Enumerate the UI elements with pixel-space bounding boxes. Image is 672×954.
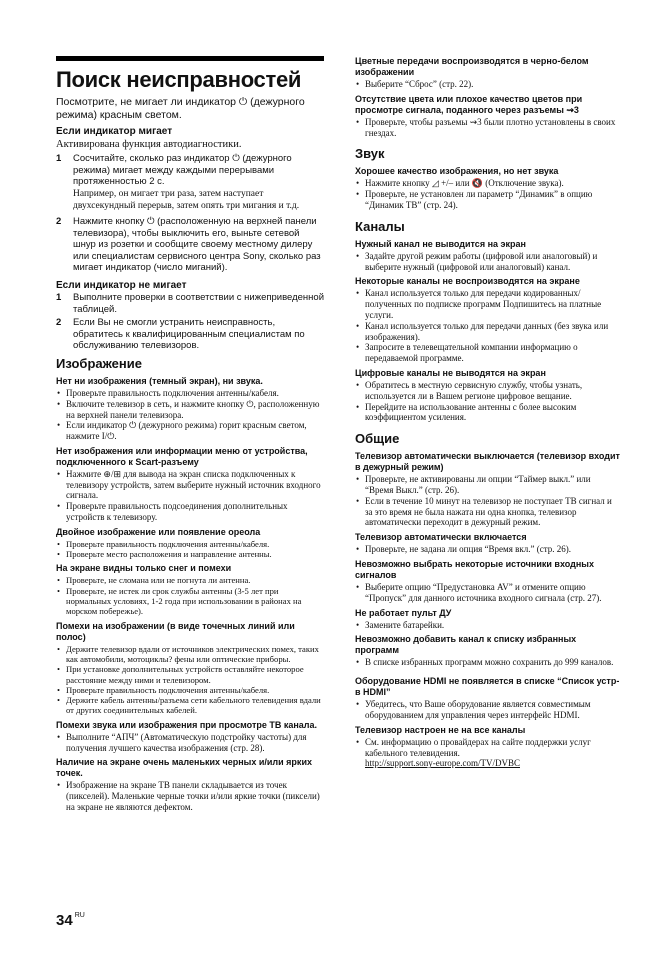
left-column bbox=[56, 56, 324, 815]
intro-text: Посмотрите, не мигает ли индикатор ⏻ (дежурного режима) красным светом. bbox=[56, 96, 305, 121]
section-general: Общие bbox=[355, 431, 400, 447]
issue-some-channels: Некоторые каналы не воспроизводятся на экране • Канал используется только для передачи кодированных/полученных по подписке программ Подпишитесь на платные услуги. • Канал используется только для передачи данных (без звука или изображения). • Запросите в телевещательной компании информацию о передаваемой программе. bbox=[355, 276, 621, 364]
issue-not-all-channels: Телевизор настроен не на все каналы • См. информацию о провайдерах на сайте поддержки услуг кабельного телевидения. http://support.sony-europe.com/TV/DVBC bbox=[355, 725, 621, 769]
list-item: • Проверьте правильность подключения антенны/кабеля. bbox=[56, 685, 324, 695]
list-item: • Обратитесь в местную сервисную службу, чтобы узнать, используется ли в Вашем регионе цифровое вещание. bbox=[355, 380, 621, 402]
issue-snow: На экране видны только снег и помехи • Проверьте, не сломана или не погнута ли антенна. • Проверьте, не истек ли срок службы антенны (3-5 лет при нормальных условиях, 1-2 года при использовании в районах на морском побережье). bbox=[56, 563, 324, 616]
issue-no-sound: Хорошее качество изображения, но нет звука • Нажмите кнопку ◿ +/– или 🔇 (Отключение звука). • Проверьте, не установлен ли параметр “Динамик” в опцию “Динамик ТВ” (стр. 24). bbox=[355, 166, 621, 210]
blink-heading: Если индикатор мигает bbox=[56, 126, 173, 137]
list-item: • При установке дополнительных устройств оставляйте некоторое расстояние между ними и телевизором. bbox=[56, 664, 324, 685]
list-item: • Перейдите на использование антенны с более высоким коэффициентом усиления. bbox=[355, 402, 621, 424]
list-item: • Канал используется только для передачи кодированных/полученных по подписке программ Подпишитесь на платные услуги. bbox=[355, 288, 621, 320]
issue-no-picture: Нет ни изображения (темный экран), ни звука. • Проверьте правильность подключения антенны/кабеля. • Включите телевизор в сеть, и нажмите кнопку ⏻, расположенную на верхней панели телевизора. • Если индикатор ⏻ (дежурного режима) горит красным светом, нажмите I/⏻. bbox=[56, 376, 324, 442]
section-image: Изображение bbox=[56, 355, 142, 371]
list-item: • Выберите опцию “Предустановка AV” и отмените опцию “Пропуск” для данного источника входного сигнала (стр. 27). bbox=[355, 582, 621, 604]
list-item: • Проверьте правильность подключения антенны/кабеля. bbox=[56, 539, 324, 549]
list-item: • Нажмите ⊕/⊞ для вывода на экран списка подключенных к телевизору устройств, затем выберите нужный источник входного сигнала. bbox=[56, 469, 324, 501]
section-channels: Каналы bbox=[355, 218, 405, 234]
issue-channel-missing: Нужный канал не выводится на экран • Задайте другой режим работы (цифровой или аналоговый) и выберите нужный (цифровой или аналоговый) канал. bbox=[355, 239, 621, 273]
blink-step-1: 1 Сосчитайте, сколько раз индикатор ⏻ (дежурного режима) мигает между каждыми перерывами протяженностью 2 с. Например, он мигает три раза, затем наступает двухсекундный перерыв, затем опять три мигания и т.д. bbox=[56, 153, 300, 212]
list-item: • Изображение на экране ТВ панели складывается из точек (пикселей). Маленькие черные точки и/или яркие точки (пиксели) на экране не являются дефектом. bbox=[56, 780, 324, 812]
issue-ghosting: Двойное изображение или появление ореола • Проверьте правильность подключения антенны/кабеля. • Проверьте место расположения и направление антенны. bbox=[56, 527, 324, 560]
right-column bbox=[355, 56, 621, 771]
list-item: • Нажмите кнопку ◿ +/– или 🔇 (Отключение звука). bbox=[355, 178, 621, 189]
issue-hdmi: Оборудование HDMI не появляется в списке “Список устр-в HDMI” • Убедитесь, что Ваше оборудование является совместимым оборудованием для управления через интерфейс HDMI. bbox=[355, 676, 621, 721]
title-rule bbox=[56, 56, 324, 61]
list-item: • Проверьте место расположения и направление антенны. bbox=[56, 549, 324, 559]
list-item: • Держите кабель антенны/разъема сети кабельного телевидения вдали от других соединительных кабелей. bbox=[56, 695, 324, 716]
issue-scart: Нет изображения или информации меню от устройства, подключенного к Scart-разъему • Нажмите ⊕/⊞ для вывода на экран списка подключенных к телевизору устройств, затем выберите нужный источник входного сигнала. • Проверьте правильность подсоединения дополнительных устройств к телевизору. bbox=[56, 446, 324, 523]
list-item: • Замените батарейки. bbox=[355, 620, 621, 631]
issue-auto-on: Телевизор автоматически включается • Проверьте, не задана ли опция “Время вкл.” (стр. 26). bbox=[355, 532, 621, 555]
page-title: Поиск неисправностей bbox=[56, 67, 302, 92]
list-item: • Проверьте, не сломана или не погнута ли антенна. bbox=[56, 575, 324, 585]
list-item: • Проверьте, не истек ли срок службы антенны (3-5 лет при нормальных условиях, 1-2 года при использовании в районах на морском побережье). bbox=[56, 586, 324, 617]
blink-step-1-note: Например, он мигает три раза, затем наступает двухсекундный перерыв, затем опять три мигания и т.д. bbox=[73, 188, 300, 212]
noblink-step-1: 1 Выполните проверки в соответствии с нижеприведенной таблицей. bbox=[56, 291, 325, 315]
list-item: • Проверьте, не активированы ли опции “Таймер выкл.” или “Время Выкл.” (стр. 26). bbox=[355, 474, 621, 496]
issue-input-select: Невозможно выбрать некоторые источники входных сигналов • Выберите опцию “Предустановка AV” и отмените опцию “Пропуск” для данного источника входного сигнала (стр. 27). bbox=[355, 559, 621, 604]
issue-digital-channels: Цифровые каналы не выводятся на экран • Обратитесь в местную сервисную службу, чтобы узнать, используется ли в Вашем регионе цифровое вещание. • Перейдите на использование антенны с более высоким коэффициентом усиления. bbox=[355, 368, 621, 423]
issue-dots: Наличие на экране очень маленьких черных и/или ярких точек. • Изображение на экране ТВ панели складывается из точек (пикселей). Маленькие черные точки и/или яркие точки (пиксели) на экране не являются дефектом. bbox=[56, 757, 324, 812]
noblink-step-2: 2 Если Вы не смогли устранить неисправность, обратитесь к квалифицированным специалистам по обслуживанию телевизоров. bbox=[56, 317, 305, 352]
list-item: • См. информацию о провайдерах на сайте поддержки услуг кабельного телевидения. http://support.sony-europe.com/TV/DVBC bbox=[355, 737, 621, 769]
list-item: • Если индикатор ⏻ (дежурного режима) горит красным светом, нажмите I/⏻. bbox=[56, 420, 324, 442]
blink-step-2: 2 Нажмите кнопку ⏻ (расположенную на верхней панели телевизора), чтобы выключить его, выньте сетевой шнур из розетки и сообщите своему местному дилеру или специалистам сервисного центра Sony, сколько раз мигает индикатор (число миганий). bbox=[56, 216, 324, 274]
list-item: • Запросите в телевещательной компании информацию о передаваемой программе. bbox=[355, 342, 621, 364]
list-item: • В списке избранных программ можно сохранить до 999 каналов. bbox=[355, 657, 621, 668]
issue-remote: Не работает пульт ДУ • Замените батарейки. bbox=[355, 608, 621, 631]
list-item: • Проверьте правильность подсоединения дополнительных устройств к телевизору. bbox=[56, 501, 324, 523]
list-item: • Убедитесь, что Ваше оборудование является совместимым оборудованием для управления через интерфейс HDMI. bbox=[355, 699, 621, 721]
list-item: • Проверьте, чтобы разъемы ⇝3 были плотно установлены в своих гнездах. bbox=[355, 117, 621, 139]
list-item: • Проверьте правильность подключения антенны/кабеля. bbox=[56, 388, 324, 399]
support-link[interactable]: http://support.sony-europe.com/TV/DVBC bbox=[365, 758, 520, 769]
issue-favorites: Невозможно добавить канал к списку избранных программ • В списке избранных программ можно сохранить до 999 каналов. bbox=[355, 634, 621, 668]
section-sound: Звук bbox=[355, 146, 385, 162]
list-item: • Включите телевизор в сеть, и нажмите кнопку ⏻, расположенную на верхней панели телевизора. bbox=[56, 399, 324, 421]
list-item: • Задайте другой режим работы (цифровой или аналоговый) и выберите нужный (цифровой или аналоговый) канал. bbox=[355, 251, 621, 273]
noblink-heading: Если индикатор не мигает bbox=[56, 279, 187, 291]
issue-bw: Цветные передачи воспроизводятся в черно-белом изображении • Выберите “Сброс” (стр. 22). bbox=[355, 56, 621, 90]
list-item: • Выполните “АПЧ” (Автоматическую подстройку частоты) для получения лучшего качества изображения (стр. 28). bbox=[56, 732, 324, 754]
list-item: • Проверьте, не задана ли опция “Время вкл.” (стр. 26). bbox=[355, 544, 621, 555]
blink-step-2-text: Нажмите кнопку ⏻ (расположенную на верхней панели телевизора), чтобы выключить его, выньте сетевой шнур из розетки и сообщите своему местному дилеру или специалистам сервисного центра Sony, сколько раз мигает индикатор (число миганий). bbox=[73, 215, 321, 274]
list-item: • Держите телевизор вдали от источников электрических помех, таких как автомобили, мотоциклы? фены или оптические приборы. bbox=[56, 644, 324, 665]
blink-lead: Активирована функция автодиагностики. bbox=[56, 139, 242, 150]
issue-auto-off: Телевизор автоматически выключается (телевизор входит в дежурный режим) • Проверьте, не активированы ли опции “Таймер выкл.” или “Время Выкл.” (стр. 26). • Если в течение 10 минут на телевизор не поступает ТВ сигнал и за это время не была нажата ни одна кнопка, телевизор автоматически переходит в дежурный режим. bbox=[355, 451, 621, 528]
page-number: 34 $^{RU}$ bbox=[56, 912, 85, 929]
issue-tv-noise: Помехи звука или изображения при просмотре ТВ канала. • Выполните “АПЧ” (Автоматическую подстройку частоты) для получения лучшего качества изображения (стр. 28). bbox=[56, 720, 324, 754]
list-item: • Если в течение 10 минут на телевизор не поступает ТВ сигнал и за это время не была нажата ни одна кнопка, телевизор автоматически переходит в дежурный режим. bbox=[355, 496, 621, 528]
issue-noise: Помехи на изображении (в виде точечных линий или полос) • Держите телевизор вдали от источников электрических помех, таких как автомобили, мотоциклы? фены или оптические приборы. • При установке дополнительных устройств оставляйте некоторое расстояние между ними и телевизором. • Проверьте правильность подключения антенны/кабеля. • Держите кабель антенны/разъема сети кабельного телевидения вдали от других соединительных кабелей. bbox=[56, 621, 324, 716]
list-item: • Проверьте, не установлен ли параметр “Динамик” в опцию “Динамик ТВ” (стр. 24). bbox=[355, 189, 621, 211]
blink-step-1-text: Сосчитайте, сколько раз индикатор ⏻ (дежурного режима) мигает между каждыми перерывами протяженностью 2 с. bbox=[73, 153, 292, 188]
list-item: • Канал используется только для передачи данных (без звука или изображения). bbox=[355, 321, 621, 343]
list-item: • Выберите “Сброс” (стр. 22). bbox=[355, 79, 621, 90]
issue-no-color: Отсутствие цвета или плохое качество цветов при просмотре сигнала, поданного через разъемы ⇝3 • Проверьте, чтобы разъемы ⇝3 были плотно установлены в своих гнездах. bbox=[355, 94, 621, 139]
